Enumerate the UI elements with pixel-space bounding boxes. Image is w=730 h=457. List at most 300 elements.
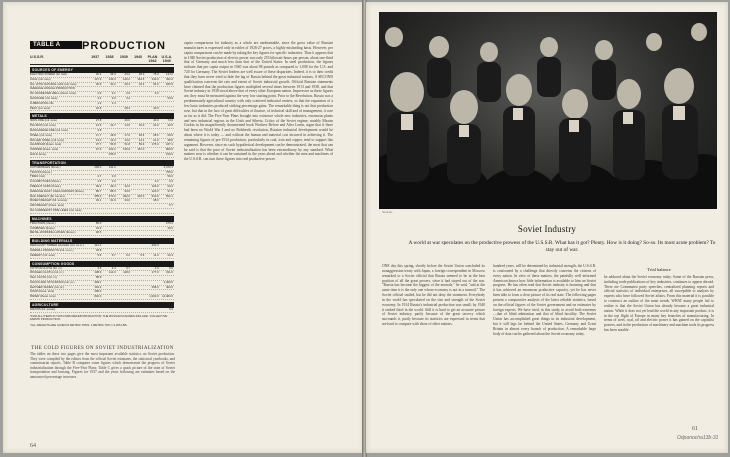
row-label: MANGANESE ORE (mil. tons) [30,128,68,132]
table-row [30,107,174,112]
table-cell: 37.7 [95,143,102,147]
table-cell: 59.9 [138,143,145,147]
table-cell [131,204,145,208]
table-cell: 36.4 [95,73,102,76]
table-cell: 30.3 [124,82,130,86]
article-column-3-text: be adduced about the Soviet economy today. Some of the Russian press, including trade publications of key industries, continues to appear abroad. There are Communist party speeches, centralized planning reports and official statistics of individual enterprises, all susceptible to analysis by experts who have followed Soviet affairs. From this material it is possible to construct an outline of the main trends. WHAT many people fail to realize is that the Soviet Union has already become a great industrial nation. While it does not yet lead the world in any important product, it is in the top flight of Europe in many key branches of manufacturing. In terms of steel, coal, oil and electric power it has gained on the capitalist powers, and in the production of machinery and machine tools its progress has been notable. [604,274,714,333]
table-cell [102,295,116,299]
table-cell [131,267,145,271]
row-label: AUTOMOBILES (thous.) [30,165,61,169]
table-cell [102,171,116,175]
table-cell [102,281,116,285]
table-cell [145,148,159,152]
table-cell: 118.0 [123,271,130,275]
table-cell [117,231,131,235]
table-cell [102,87,116,91]
table-cell [160,107,174,111]
table-cell [145,227,159,231]
table-section-header: MACHINES [30,216,174,222]
table-cell: 75.0 [153,73,159,76]
table-cell: 28.0 [153,133,159,137]
table-cell [145,249,159,253]
table-cell: 1.6 [111,180,116,184]
table-cell: 3.2 [126,96,130,100]
table-cell: 22.8 [95,106,102,110]
row-label: OIL CARRIED BY PIPE LINES (mil. tons) [30,208,82,212]
table-cell: 3.6 [111,96,116,100]
table-cell [131,119,145,123]
table-cell [117,153,131,157]
table-cell: 3.0 [111,175,116,179]
table-cell [88,308,102,312]
table-cell: 27.8 [95,119,102,123]
column-header: PLAN 1942 [147,55,158,63]
table-cell: 64.2 [167,184,173,188]
audience-photo [379,12,717,209]
table-cell: 0.4 [169,180,173,184]
table-cell: 177.0 [151,271,159,275]
table-section-header: METALS [30,113,174,119]
table-cell: 17.7 [95,133,102,137]
table-cell [117,227,131,231]
table-cell: 230.0 [151,77,159,81]
table-cell: 127.9 [94,77,102,81]
table-cell: 13.3 [110,138,116,142]
table-cell: 355.0 [94,194,102,198]
table-cell: 1.3 [97,101,102,105]
row-label: WOOLEN CLOTH (mil. m.) [30,271,64,275]
table-cell [131,92,145,96]
table-cell: 89.7 [95,189,102,193]
table-cell [145,97,159,101]
table-cell: 43.9 [95,226,102,230]
table-cell: 3.5 [97,266,102,270]
column-header: 1938 [105,55,114,59]
article-column-1: ONE day this spring, shortly before the Soviet Union concluded its nonaggression treaty with Japan, a foreign correspondent in Moscow remarked to a Soviet official that Russia seemed to be in the best position of all the great powers, since it had stayed out of the war. "Russia has become the biggest of the neutrals," he said, "and at the same time it is the only one whose economy is not in a turmoil." The Soviet official smiled, but he did not deny the statement. Everybody in the world has speculated on the size and strength of the Soviet economy. In 1914 Russia's industrial production was small; by 1940 it ranked third in the world. Still it is hard to get an accurate picture of Soviet industry, partly because of the great secrecy which surrounds it, partly because its statistics are expressed in terms that are hard to compare with those of other nations. [382,264,485,327]
table-cell: 17.6 [124,133,130,137]
row-label: METAL-WORKING LATHES (thous.) [30,231,76,235]
table-cell: 59.2 [167,175,173,179]
table-cell [88,87,102,91]
table-cell [131,249,145,253]
table-cell: 15.0 [138,124,145,128]
caption-body: The tables on these two pages give the most important available statistics on Soviet production. They were compiled by the editors from the official Soviet estimates, the statistical yearbooks, and commissariat reports. Table B compares some figures which demonstrate the progress of Soviet industrialization through the Five-Year Plans; Table C gives a quick picture of the state of Soviet transportation and housing. Figures for 1937 and the years following are estimates based on the announced percentage increases. [30,352,175,379]
row-label: SAWMILL PRODUCTS (mil. cu.m.) [30,248,74,252]
row-label: SILK CLOTH (mil. m.) [30,276,58,280]
table-cell: 211.0 [108,165,116,169]
table-cell [131,171,145,175]
row-label: COPPER (thous. tons) [30,148,59,152]
table-cell [131,209,145,213]
table-cell: 3.0 [154,92,159,96]
row-label: TRUCKS (thous.) [30,170,52,174]
table-cell: 97.5 [95,148,102,152]
table-cell: 30.5 [95,82,102,86]
table-section-header: TRANSPORTATION [30,160,174,166]
table-cell [131,129,145,133]
table-row [30,308,174,313]
table-cell [145,209,159,213]
table-cell [145,231,159,235]
row-label: LUBRICATING OIL [30,101,54,105]
row-label: COTTON CLOTH (bil. m.) [30,266,63,270]
table-cell: 5.5 [97,253,102,257]
table-cell: 33.8 [95,248,102,252]
table-cell: 114.0 [108,271,116,275]
table-cell: 14.5 [124,124,130,128]
table-cell [102,222,116,226]
table-cell: 150.0 [165,152,173,156]
table-cell [102,227,116,231]
table-cell: 74.0 [167,119,173,123]
table-column-header [30,55,174,65]
table-title: PRODUCTION [82,40,166,52]
table-cell [131,87,145,91]
article-column-3 [604,264,714,440]
row-label: FREIGHT CARS (thous.) [30,184,62,188]
table-section-header: AGRICULTURE [30,302,174,308]
table-cell [145,129,159,133]
table-cell: 510.0 [151,194,159,198]
table-cell: 755.0 [165,170,173,174]
right-page-content [366,2,728,453]
table-cell [160,244,174,248]
table-cell: 1.3 [111,101,116,105]
article-title: Soviet Industry [517,224,577,234]
table-cell: 1.5 [97,180,102,184]
row-label: IRON ORE (mil. tons) [30,119,57,123]
row-label: AVERAGE ANNUAL PRODUCTION [30,87,75,91]
table-cell: 34.2 [138,82,145,86]
table-cell: 26.0 [124,119,130,123]
row-label: PIG IRON (mil. tons) [30,124,56,128]
table-cell: 14.7 [110,124,116,128]
table-cell: 155.0 [108,152,116,156]
table-cell: 2.7 [97,175,102,179]
table-cell [131,286,145,290]
table-cell: 93.6 [124,189,130,193]
table-cell [131,97,145,101]
table-cell: 13.0 [95,138,102,142]
table-cell: 144.2 [165,73,173,76]
table-cell: 22.0 [153,124,159,128]
table-cell [102,276,116,280]
photo-caption: Students [382,210,393,214]
column-header: U.S.A. 1940 [161,55,173,63]
row-label: OF CRUDE PER WELL (thous. tons) [30,92,76,96]
table-cell: 13.1 [138,138,145,142]
table-cell: 2.2 [154,180,159,184]
table-cell: 4.9 [154,266,159,270]
table-row [30,231,174,236]
table-cell [102,107,116,111]
table-cell: 50.0 [95,221,102,225]
row-label: LOCOMOTIVES (thous.) [30,180,61,184]
column-header: 1937 [91,55,100,59]
table-cell [102,231,116,235]
table-cell [160,209,174,213]
section-subhead: Trial balance [647,267,671,272]
table-cell: 452.2 [165,77,173,81]
table-cell [145,204,159,208]
table-cell [117,171,131,175]
table-cell: 53.6 [167,96,173,100]
table-cell: 114.2 [94,244,102,248]
table-cell [117,175,131,179]
table-cell [131,295,145,299]
table-cell [117,129,131,133]
table-cell [117,244,131,248]
table-cell: 8.5 [169,266,173,270]
table-cell: 5.6 [140,253,145,257]
table-cell: 18.4 [138,133,145,137]
table-row [30,254,174,259]
table-cell: 120.0 [151,184,159,188]
column-header: U.S.S.R. [30,55,44,59]
table-cell [160,92,174,96]
page-number-right: 61 [692,426,698,432]
table-cell [131,290,145,294]
table-cell: 2.8 [97,128,102,132]
table-cell: 56.8 [110,143,116,147]
table-cell: 33.1 [95,199,102,203]
table-cell [145,175,159,179]
table-cell: 42.5 [167,124,173,128]
row-label: LEATHER SHOES (mil. pr.) [30,285,65,289]
table-cell: 51.8 [124,143,130,147]
table-cell [117,102,131,106]
column-header: 1939 [119,55,128,59]
table-cell: 46.0 [167,226,173,230]
table-cell: 275.0 [165,221,173,225]
table-cell [131,244,145,248]
table-cell: 66.9 [167,133,173,137]
table-cell [160,87,174,91]
table-cell: 18.0 [110,133,116,137]
caption-heading: THE COLD FIGURES ON SOVIET INDUSTRIALIZATION [31,346,174,351]
table-cell [160,199,174,203]
table-cell [117,308,131,312]
table-cell: 409.1 [94,280,102,284]
table-cell [145,290,159,294]
table-cell [102,119,116,123]
table-cell [131,107,145,111]
table-cell: 39.3 [110,73,116,76]
table-cell [145,308,159,312]
table-row [30,209,174,214]
table-footnote: *ALL WEIGHTS ARE GIVEN IN METRIC TONS. 1 METRIC TON = 2,205 LBS. [30,323,128,328]
production-table [30,41,174,328]
row-label: AVERAGE DAILY CAR-LOADINGS (thous.) [30,189,85,193]
table-cell: 34.6 [124,199,130,203]
table-cell [145,166,159,170]
table-cell: 6.9 [169,308,173,312]
table-cell: 5.7 [169,204,173,208]
table-cell: 909.0 [165,148,173,152]
table-cell: 4,472.3 [163,165,173,169]
table-cell [117,166,131,170]
table-cell: 103.2 [108,148,116,152]
table-cell: 88.0 [110,189,116,193]
row-label: STEEL (mil. tons) [30,133,52,137]
table-cell [102,209,116,213]
table-cell [117,281,131,285]
table-cell: 43.2 [124,73,130,76]
table-cell [102,249,116,253]
table-cell: 5.7 [111,253,116,257]
table-cell: 200.0 [94,165,102,169]
table-cell: 146.2 [122,77,130,81]
table-cell: 97.8 [167,189,173,193]
audience-photo-image [379,12,717,209]
row-label: GOLD (tons) [30,152,46,156]
row-label: SOCKS AND STOCKINGS (mil. pr.) [30,280,75,284]
table-cell [102,308,116,312]
table-cell: 120.0 [151,189,159,193]
table-cell [160,290,174,294]
table-cell: 5.2 [126,253,130,257]
row-label: MERCHANT TIMBER HAULED (mil. cu.m.) [30,244,84,248]
table-tag: TABLE A [30,41,82,49]
table-section-header: SOURCES OF ENERGY [30,67,174,73]
table-cell: 392.0 [122,194,130,198]
row-label: OIL, WITH NATURAL GAS (mil. tons) [30,82,77,86]
table-cell [131,231,145,235]
table-cell: 400.0 [165,285,173,289]
column-header: 1940 [134,55,143,59]
table-cell: 13.0 [124,138,130,142]
row-label: CEMENT (mil. tons) [30,253,55,257]
table-cell: 187.1 [165,143,173,147]
table-cell [88,153,102,157]
table-cell: 14,484.0 [162,295,173,299]
article-column-2: hundred years, will be determined by industrial strength, the U.S.S.R. is confronted by a challenge that directly concerns the citizens of every nation. In view of these matters, the painfully well informed American knows how little information is available to him on Soviet progress. He has often read that Soviet industry is booming and that it has achieved an enormous productive capacity, yet he has never been able to form a clear picture of its real state. The following pages present a comparative analysis of the latest reliable statistics, based on the official figures of the Soviet government and on estimates by foreign experts. We have tried, in this study, to avoid both extremes—that of blind admiration and that of blind hostility. The Soviet Union has accomplished great things in its industrial development, but it still lags far behind the United States, Germany and Great Britain in almost every branch of production. A remarkable large body of data can be gathered about the Soviet economy today. [493,264,596,336]
table-footnote: *FOR ALL ITEMS IN THIS FORM REFER PRODUCTION; THE RUSSIAN FIGURES INCLUDE: 'COLLECTIVE FARMS' PRODUCTION. [30,313,168,322]
table-cell [131,166,145,170]
row-label: SOAP (thous. tons) [30,290,55,294]
table-cell [117,290,131,294]
table-cell [145,87,159,91]
table-cell: 32.0 [124,184,130,188]
table-cell: 40.0 [153,106,159,110]
table-cell: 58.9 [95,276,102,280]
table-cell: 832.0 [94,295,102,299]
table-section-header: CONSUMPTION GOODS [30,261,174,267]
table-cell: 182.6 [165,82,173,86]
table-cell [131,227,145,231]
table-cell [88,209,102,213]
table-cell [131,222,145,226]
table-cell [145,153,159,157]
table-cell [131,190,145,194]
table-cell [131,153,145,157]
table-cell [131,276,145,280]
table-cell: 48.6 [167,138,173,142]
row-label: TIRES (mil.) [30,175,46,179]
row-label: AIR FREIGHT (thous. tons) [30,204,64,208]
table-cell [131,271,145,275]
table-cell [131,180,145,184]
archive-stamp: Odponocha13b-31 [677,435,719,441]
table-cell [160,102,174,106]
table-cell [160,249,174,253]
table-cell: 29.4 [95,184,102,188]
table-cell: 22.3 [167,253,173,257]
table-cell: 175.0 [151,143,159,147]
table-cell: 1,400.0 [163,280,173,284]
table-cell [131,175,145,179]
table-cell [131,281,145,285]
table-section-header: BUILDING MATERIALS [30,238,174,244]
table-cell [145,222,159,226]
table-row [30,295,174,300]
table-cell [117,286,131,290]
table-body [30,67,174,313]
table-cell: 48.3 [138,73,145,76]
table-cell [88,171,102,175]
row-label: COAL (mil. tons) [30,77,51,81]
table-cell [131,199,145,203]
table-cell: 31.9 [110,199,116,203]
table-cell: 370.0 [108,194,116,198]
table-cell: 1,000.0 [149,295,159,299]
table-cell [117,87,131,91]
table-cell: 167.0 [137,148,145,152]
table-cell: 164.2 [94,285,102,289]
table-cell [160,276,174,280]
table-cell [117,209,131,213]
table-cell [145,281,159,285]
table-cell [117,249,131,253]
table-cell [102,244,116,248]
table-cell: 136.9 [122,148,130,152]
table-cell [117,295,131,299]
article-standfirst: A world at war speculates on the productive prowess of the U.S.S.R. What has it got? Plenty. How is it doing? So-so. Its most acute problem? To stay out of war. [408,240,716,253]
table-cell [131,102,145,106]
table-cell: 331.0 [165,271,173,275]
table-cell: 164.6 [137,77,145,81]
row-label: TRACTORS (thous.) [30,221,56,225]
table-cell: 32.2 [110,82,116,86]
table-cell [145,102,159,106]
table-cell: 258.0 [151,285,159,289]
table-row [30,153,174,158]
table-cell: 3.4 [111,266,116,270]
row-label: ALUMINUM (thous. tons) [30,143,62,147]
page-number-left: 64 [30,443,36,449]
table-cell: 38.0 [153,199,159,203]
table-cell [102,204,116,208]
row-label: ELECTRIC POWER (bil. kwh) [30,73,68,76]
table-cell: 11.0 [153,253,159,257]
table-cell: 133.3 [108,77,116,81]
row-label: PEAT (mil. tons) [30,106,51,110]
table-cell: 495.0 [94,290,102,294]
table-cell [102,290,116,294]
table-cell: 415.0 [137,194,145,198]
table-cell [117,222,131,226]
table-cell: 49.3 [110,184,116,188]
row-label: PAPER (thous. tons) [30,295,56,299]
table-cell: 28.4 [124,106,130,110]
table-cell: 3.4 [97,96,102,100]
row-label: GASOLINE (mil. tons) [30,96,58,100]
table-cell: 14.5 [95,124,102,128]
table-cell: 54.0 [153,82,159,86]
table-cell [160,231,174,235]
table-cell [88,204,102,208]
table-cell: 2.9 [97,92,102,96]
